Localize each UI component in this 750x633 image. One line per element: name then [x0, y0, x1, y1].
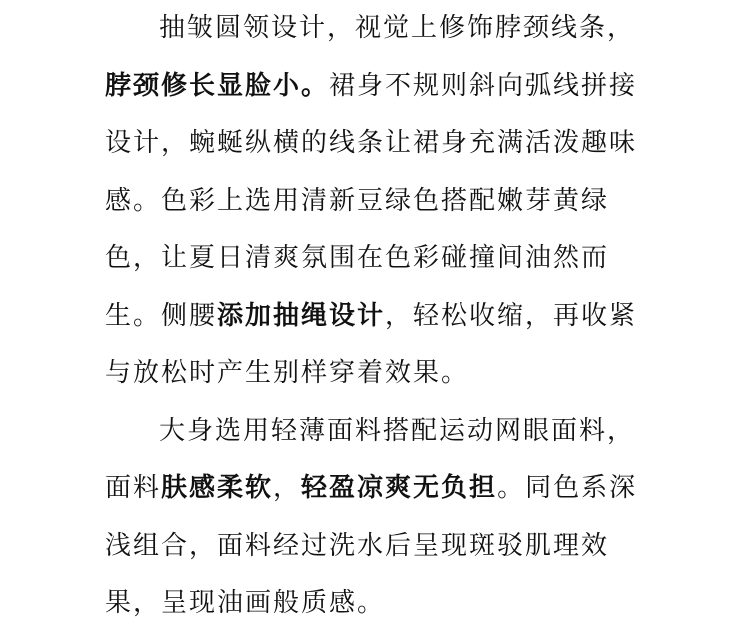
paragraph-fabric: [105, 403, 665, 633]
text-line: 面料肤感柔软，轻盈凉爽无负担。同色系深: [105, 473, 638, 503]
highlight-text: 脖颈修长显脸小。: [105, 70, 330, 101]
text-line: 大身选用轻薄面料搭配运动网眼面料，: [159, 415, 636, 446]
paragraph-neckline-design: [105, 0, 665, 403]
text-line: 抽皱圆领设计，视觉上修饰脖颈线条，: [159, 13, 636, 43]
text-line: 果，呈现油画般质感。: [105, 588, 386, 618]
text-line: 脖颈修长显脸小。裙身不规则斜向弧线拼接: [105, 70, 638, 101]
product-description: [105, 0, 665, 633]
text-line: 与放松时产生别样穿着效果。: [105, 358, 470, 388]
text-line: 生。侧腰添加抽绳设计，轻松收缩，再收紧: [105, 300, 638, 331]
highlight-text: 轻盈凉爽无负担: [301, 473, 498, 503]
text-line: 浅组合，面料经过洗水后呈现斑驳肌理效: [105, 530, 610, 561]
text-line: 感。色彩上选用清新豆绿色搭配嫩芽黄绿: [105, 185, 610, 216]
text-line: 色，让夏日清爽氛围在色彩碰撞间油然而: [105, 243, 610, 273]
highlight-text: 添加抽绳设计: [217, 300, 386, 331]
text-line: 设计，蜿蜒纵横的线条让裙身充满活泼趣味: [105, 128, 638, 158]
highlight-text: 肤感柔软: [161, 473, 274, 503]
